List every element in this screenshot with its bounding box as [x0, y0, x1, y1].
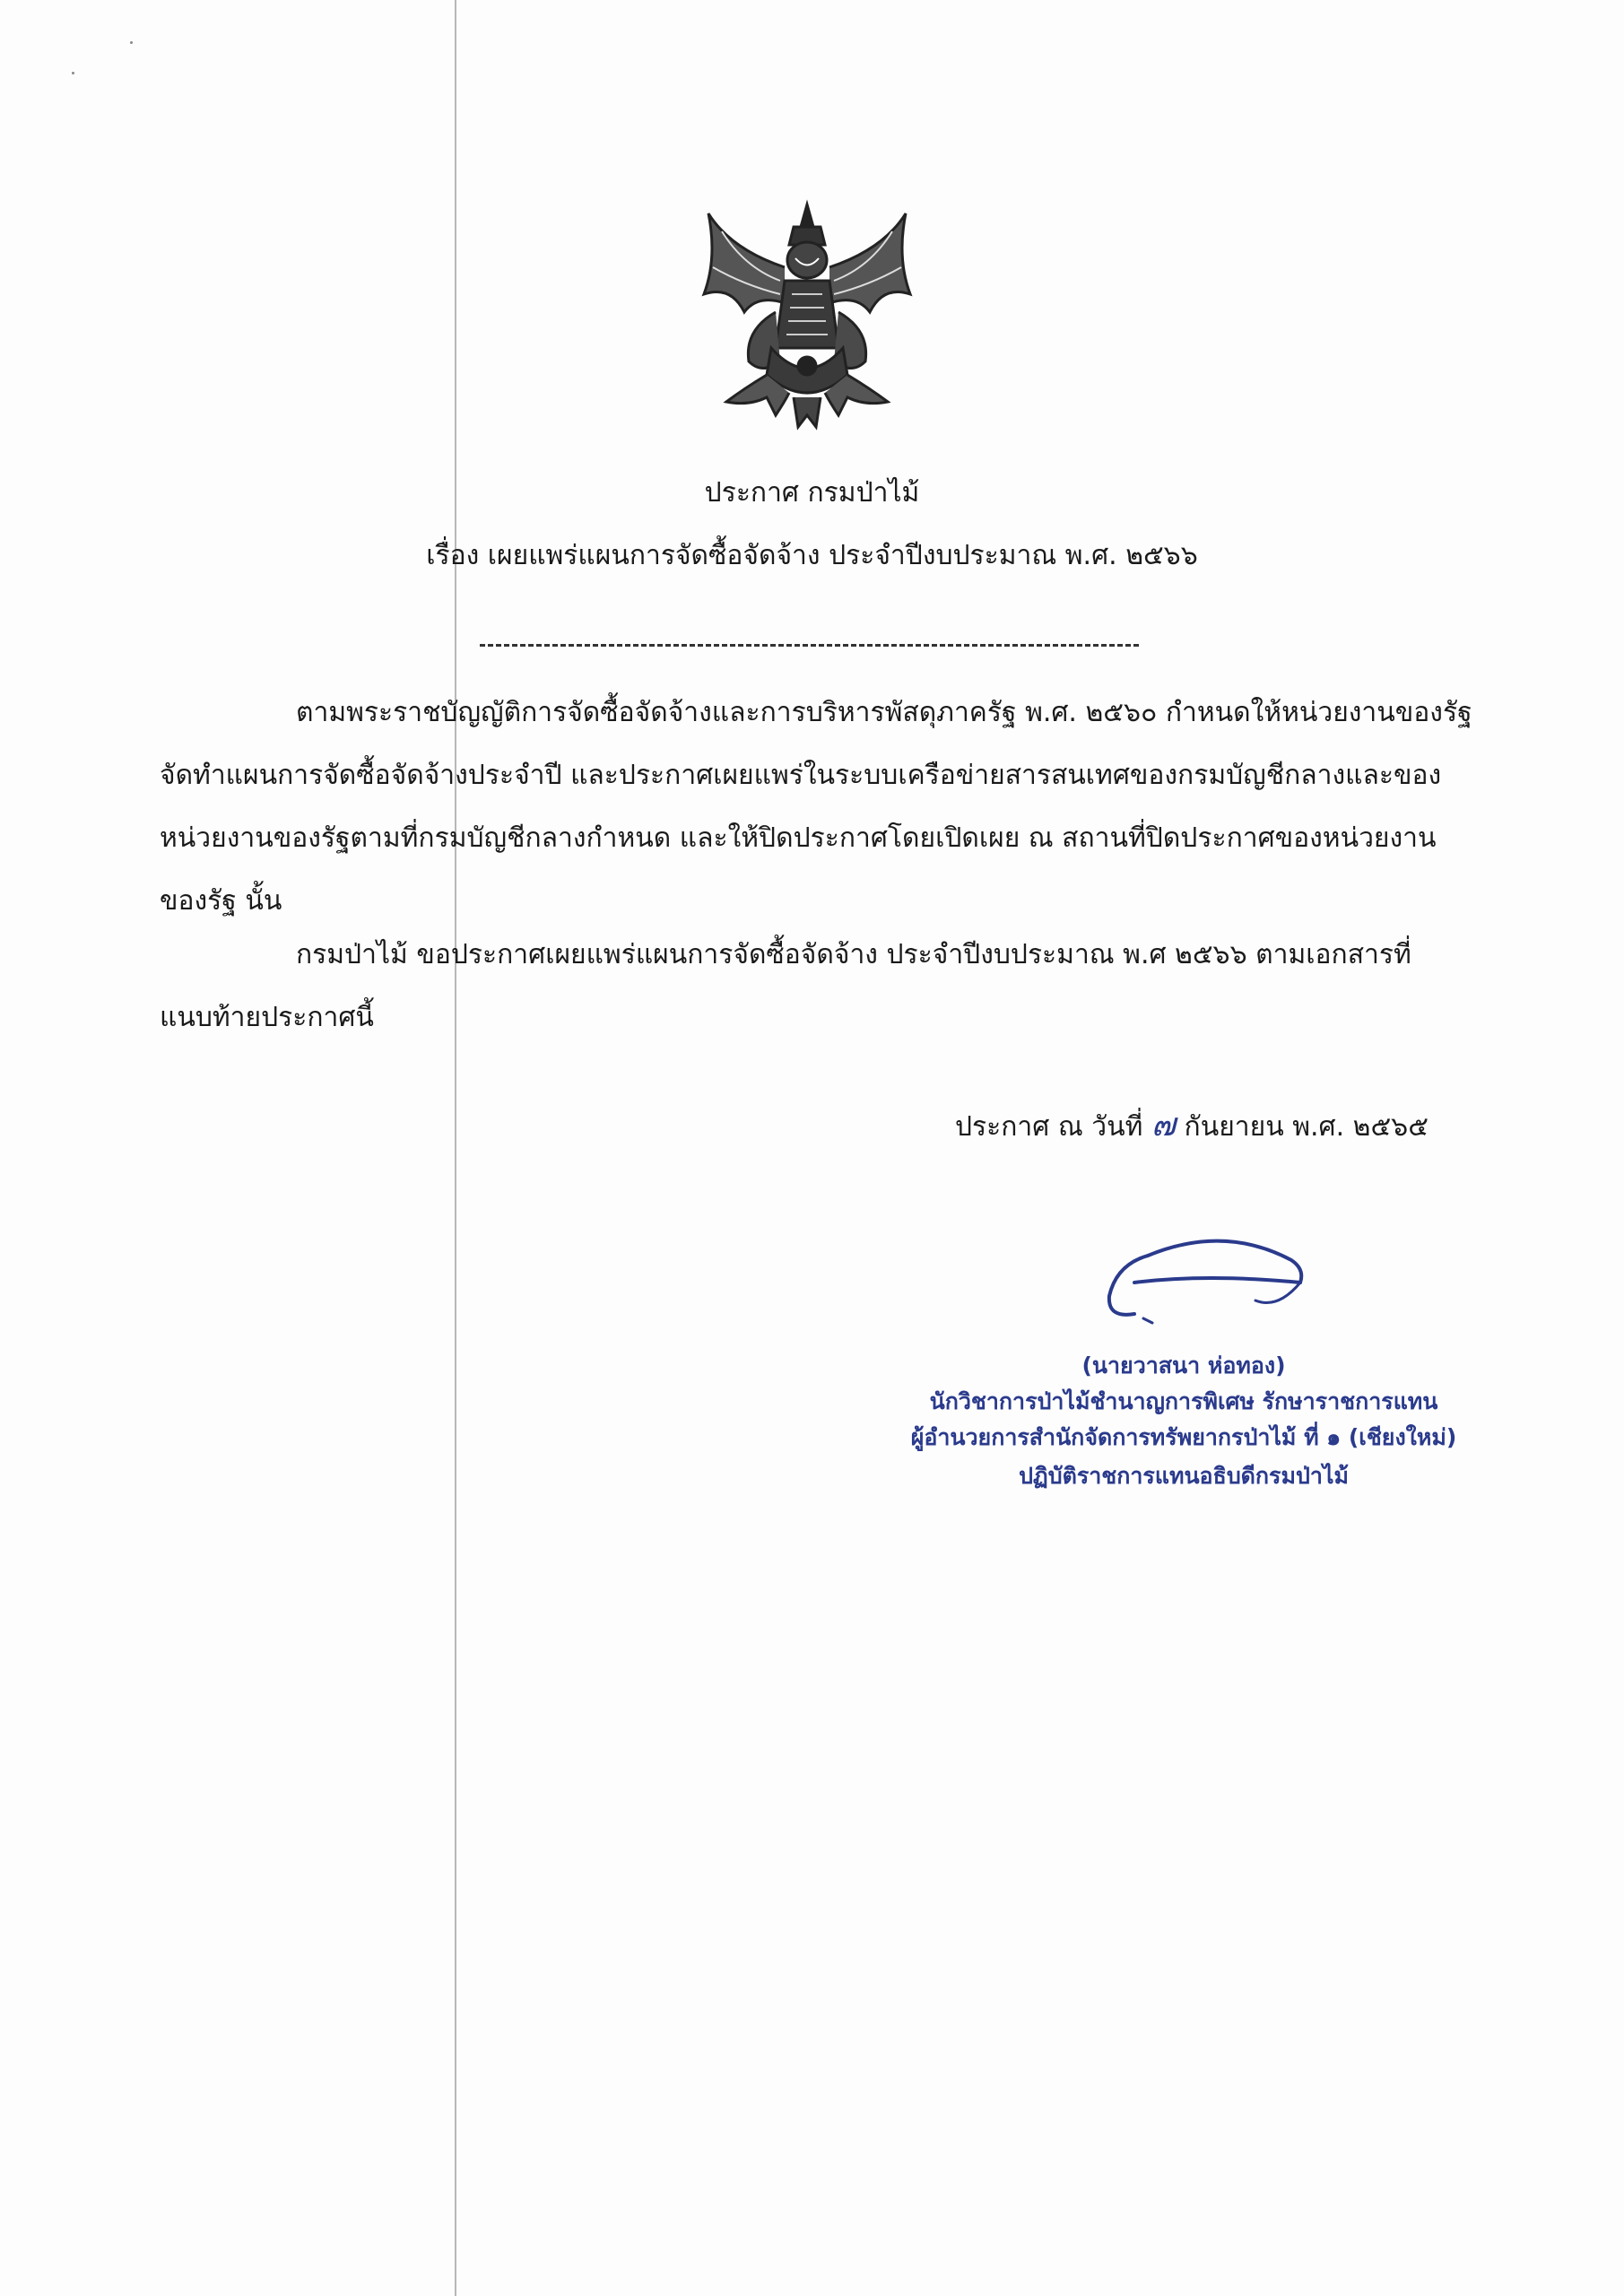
date-line — [955, 1108, 1429, 1145]
body-paragraph2-line2: แนบท้ายประกาศนี้ — [160, 1002, 374, 1033]
body-paragraph1-line2: จัดทำแผนการจัดซื้อจัดจ้างประจำปี และประกาศเผยแพร่ในระบบเครือข่ายสารสนเทศของกรมบัญชีกลางและของ — [160, 760, 1442, 791]
body-paragraph1-line3: หน่วยงานของรัฐตามที่กรมบัญชีกลางกำหนด และให้ปิดประกาศโดยเปิดเผย ณ สถานที่ปิดประกาศของหน่วยงาน — [160, 822, 1437, 854]
signatory-position1: นักวิชาการป่าไม้ชำนาญการพิเศษ รักษาราชการแทน — [929, 1388, 1438, 1414]
garuda-emblem-icon — [695, 196, 919, 433]
body-paragraph2-line1: กรมป่าไม้ ขอประกาศเผยแพร่แผนการจัดซื้อจัดจ้าง ประจำปีงบประมาณ พ.ศ ๒๕๖๖ ตามเอกสารที่ — [296, 939, 1411, 970]
signatory-position2: ผู้อำนวยการสำนักจัดการทรัพยากรป่าไม้ ที่ ๑ (เชียงใหม่) — [910, 1424, 1457, 1450]
scan-fold-line — [455, 0, 456, 2296]
announcement-header: ประกาศ กรมป่าไม้ — [704, 477, 920, 509]
date-day: ๗ — [1151, 1107, 1176, 1144]
body-paragraph1-line4: ของรัฐ นั้น — [160, 885, 282, 917]
header-divider — [480, 644, 1139, 647]
scan-speck — [130, 41, 133, 44]
date-suffix: กันยายน พ.ศ. ๒๕๖๕ — [1184, 1111, 1429, 1143]
body-paragraph1-line1: ตามพระราชบัญญัติการจัดซื้อจัดจ้างและการบริหารพัสดุภาครัฐ พ.ศ. ๒๕๖๐ กำหนดให้หน่วยงานของรัฐ — [296, 697, 1472, 728]
signatory-position3: ปฏิบัติราชการแทนอธิบดีกรมป่าไม้ — [1019, 1463, 1349, 1489]
handwritten-signature — [1099, 1229, 1318, 1336]
scan-speck — [72, 72, 74, 74]
signatory-name: (นายวาสนา ห่อทอง) — [1081, 1352, 1286, 1378]
announcement-subject: เรื่อง เผยแพร่แผนการจัดซื้อจัดจ้าง ประจำปีงบประมาณ พ.ศ. ๒๕๖๖ — [426, 540, 1198, 571]
date-prefix: ประกาศ ณ วันที่ — [955, 1111, 1143, 1143]
